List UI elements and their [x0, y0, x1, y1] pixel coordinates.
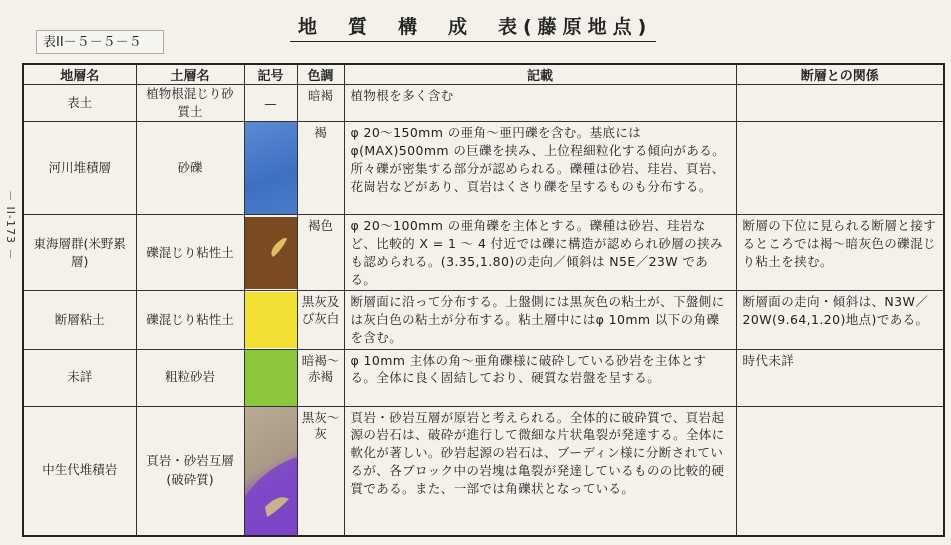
soil-name: 礫混じり粘性土	[136, 291, 244, 349]
fault-relation: 時代未詳	[736, 349, 944, 406]
color-tone: 暗褐～赤褐	[297, 349, 344, 406]
header-description: 記載	[344, 64, 736, 85]
stratum-name: 未詳	[23, 349, 136, 406]
soil-name: 砂礫	[136, 122, 244, 215]
color-tone: 褐	[297, 122, 344, 215]
soil-name: 礫混じり粘性土	[136, 215, 244, 291]
description: 植物根を多く含む	[344, 85, 736, 122]
fault-relation	[736, 122, 944, 215]
header-stratum: 地層名	[23, 64, 136, 85]
stratum-name: 表土	[23, 85, 136, 122]
header-soil: 土層名	[136, 64, 244, 85]
document-title: 地 質 構 成 表(藤原地点)	[290, 12, 656, 42]
header-fault-relation: 断層との関係	[736, 64, 944, 85]
header-tone: 色調	[297, 64, 344, 85]
color-tone: 黒灰～灰	[297, 406, 344, 536]
stratum-name: 河川堆積層	[23, 122, 136, 215]
description: 頁岩・砂岩互層が原岩と考えられる。全体的に破砕質で、頁岩起源の岩石は、破砕が進行して微細な片状亀裂が発達する。全体に軟化が著しい。砂岩起源の岩石は、ブーディン様に分断されているが、各ブロック中の岩塊は亀裂が発達しているものの比較的硬質である。また、一部では角礫状となっている。	[344, 406, 736, 536]
stratum-name: 中生代堆積岩	[23, 406, 136, 536]
symbol-swatch-purple	[244, 406, 297, 536]
table-header-row	[23, 64, 944, 85]
description: φ 20～100mm の亜角礫を主体とする。礫種は砂岩、珪岩など、比較的 X = 1 ～ 4 付近では礫に構造が認められ砂層の挟みも認められる。(3.35,1.80)の走向／傾斜は N5E／23W である。	[344, 215, 736, 291]
soil-name: 頁岩・砂岩互層(破砕質)	[136, 406, 244, 536]
fault-relation: 断層面の走向・傾斜は、N3W／20W(9.64,1.20)地点)である。	[736, 291, 944, 349]
description: 断層面に沿って分布する。上盤側には黒灰色の粘土が、下盤側には灰白色の粘土が分布する。粘土層中にはφ 10mm 以下の角礫を含む。	[344, 291, 736, 349]
color-tone: 暗褐	[297, 85, 344, 122]
table-row	[23, 406, 944, 536]
table-id-label: 表II－５－５－５	[36, 30, 164, 54]
color-tone: 黒灰及び灰白	[297, 291, 344, 349]
geology-table	[22, 63, 945, 537]
header-symbol: 記号	[244, 64, 297, 85]
fault-relation: 断層の下位に見られる断層と接するところでは褐～暗灰色の礫混じり粘土を挟む。	[736, 215, 944, 291]
symbol-swatch-brown	[244, 215, 297, 291]
color-tone: 褐色	[297, 215, 344, 291]
description: φ 10mm 主体の角～亜角礫様に破砕している砂岩を主体とする。全体に良く固結しており、硬質な岩盤を呈する。	[344, 349, 736, 406]
stratum-name: 断層粘土	[23, 291, 136, 349]
description: φ 20～150mm の亜角～亜円礫を含む。基底にはφ(MAX)500mm の巨礫を挟み、上位程細粒化する傾向がある。所々礫が密集する部分が認められる。礫種は砂岩、珪岩、頁岩、花崗岩などがあり、頁岩はくさり礫を呈するものも分布する。	[344, 122, 736, 215]
table-row	[23, 291, 944, 349]
fault-relation	[736, 406, 944, 536]
symbol-dash: —	[244, 85, 297, 122]
soil-name: 粗粒砂岩	[136, 349, 244, 406]
symbol-swatch-green	[244, 349, 297, 406]
symbol-swatch-yellow	[244, 291, 297, 349]
table-row	[23, 215, 944, 291]
stratum-name: 東海層群(米野累層)	[23, 215, 136, 291]
page-number: － II-173 －	[4, 190, 17, 261]
fault-relation	[736, 85, 944, 122]
table-row	[23, 85, 944, 122]
table-row	[23, 122, 944, 215]
symbol-swatch-blue	[244, 122, 297, 215]
soil-name: 植物根混じり砂質土	[136, 85, 244, 122]
table-row	[23, 349, 944, 406]
